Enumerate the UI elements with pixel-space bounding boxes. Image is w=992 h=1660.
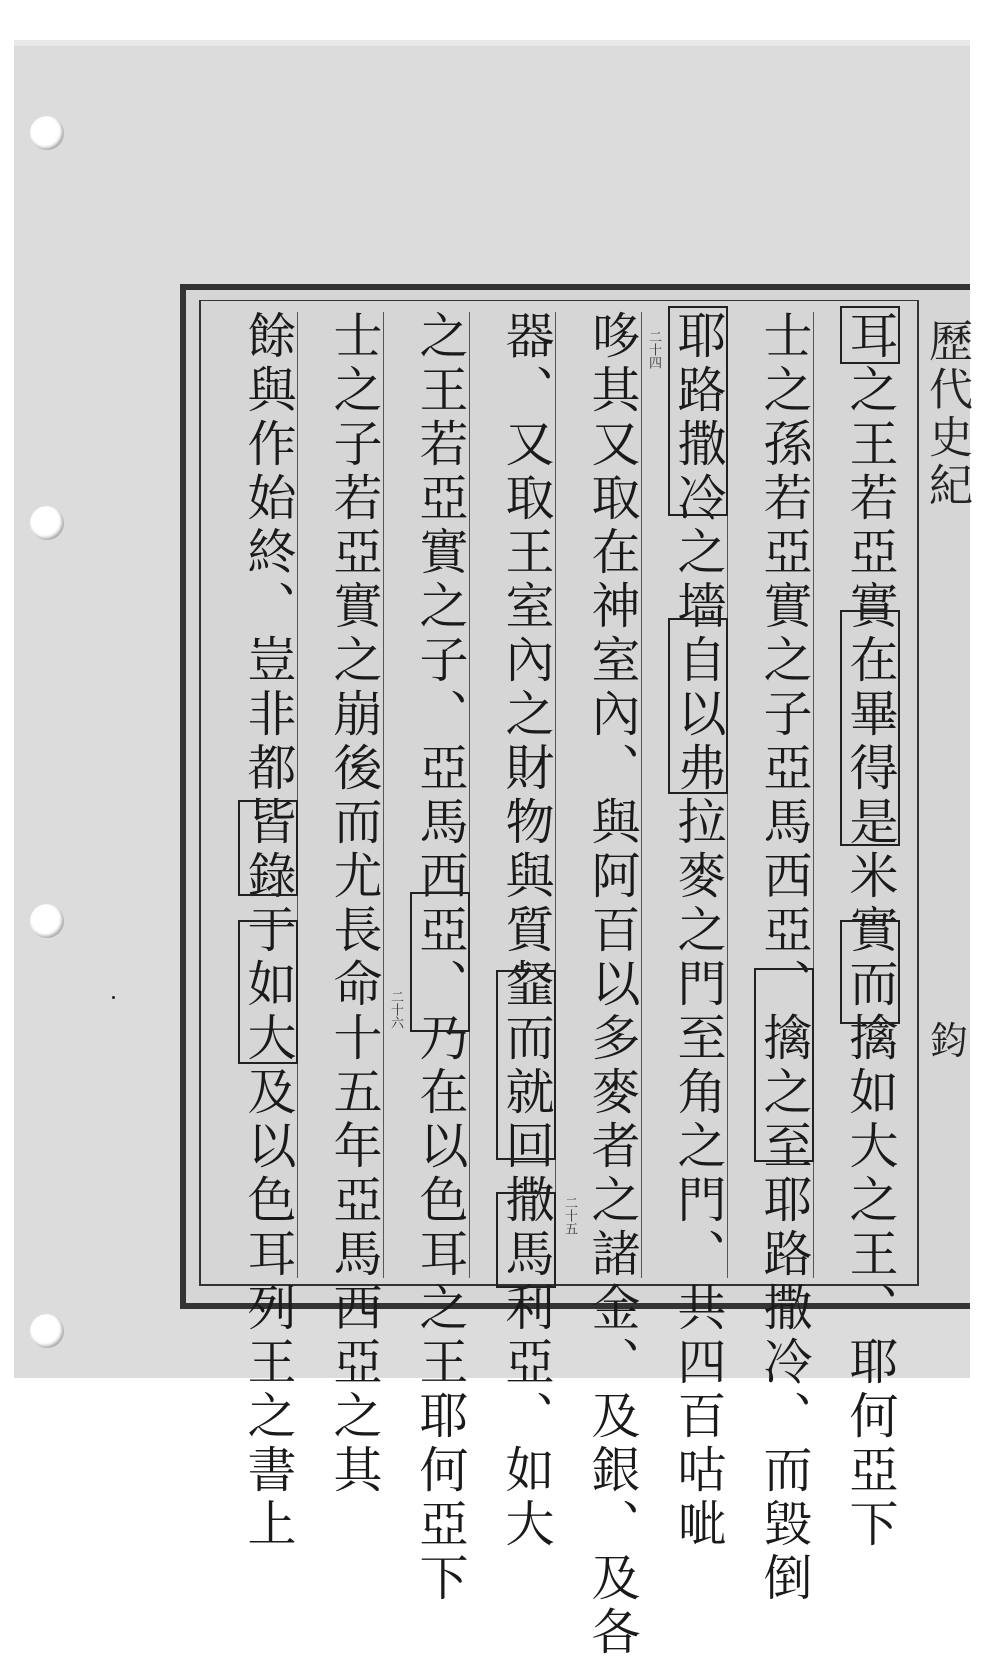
column-rule <box>383 312 384 1278</box>
column-rule <box>469 312 470 1278</box>
column-rule <box>641 312 642 1278</box>
name-box <box>668 618 728 794</box>
name-box <box>840 610 900 846</box>
page-top-edge <box>14 40 970 46</box>
text-column-5: 器、又取王室內之財物與質韰而就回撒馬利亞、如大 <box>498 310 555 1552</box>
text-column-4: 哆其又取在神室內、與阿百以多麥者之諸金、及銀、及各 <box>584 310 641 1660</box>
name-box <box>238 800 298 896</box>
name-box <box>754 968 814 1162</box>
text-column-7: 士之子若亞實之崩後而尤長命十五年亞馬西亞之其 <box>326 310 383 1498</box>
text-column-2: 士之孫若亞實之子亞馬西亞、擒之至耶路撒冷、而毀倒 <box>756 310 813 1606</box>
text-column-8: 餘與作始終、豈非都皆錄于如大及以色耳列王之書上 <box>240 310 297 1552</box>
binding-hole <box>30 1314 64 1348</box>
text-column-6: 之王若亞實之子、亞馬西亞、乃在以色耳之王耶何亞下 <box>412 310 469 1606</box>
name-box <box>840 920 900 1024</box>
name-box <box>496 970 556 1160</box>
text-column-1: 耳之王若亞實在畢得是米實而擒如大之王、耶何亞下 <box>842 310 899 1552</box>
name-box <box>410 892 470 1032</box>
verse-number: 二十五 <box>562 1196 577 1235</box>
margin-character: 鈞 <box>930 1019 969 1063</box>
margin-title: 歷代史紀 <box>921 318 972 510</box>
binding-hole <box>30 506 64 540</box>
name-box <box>238 920 298 1064</box>
name-box <box>496 1192 556 1288</box>
ink-speck <box>112 996 115 999</box>
name-box <box>840 306 900 364</box>
name-box <box>668 306 728 516</box>
verse-number: 二十六 <box>388 990 403 1029</box>
verse-number: 二十四 <box>646 330 661 369</box>
text-column-3: 耶路撒冷之墻自以弗拉麥之門至角之門、共四百咕呲 <box>670 310 727 1552</box>
binding-hole <box>30 904 64 938</box>
binding-hole <box>30 116 64 150</box>
column-rule <box>297 312 298 1278</box>
